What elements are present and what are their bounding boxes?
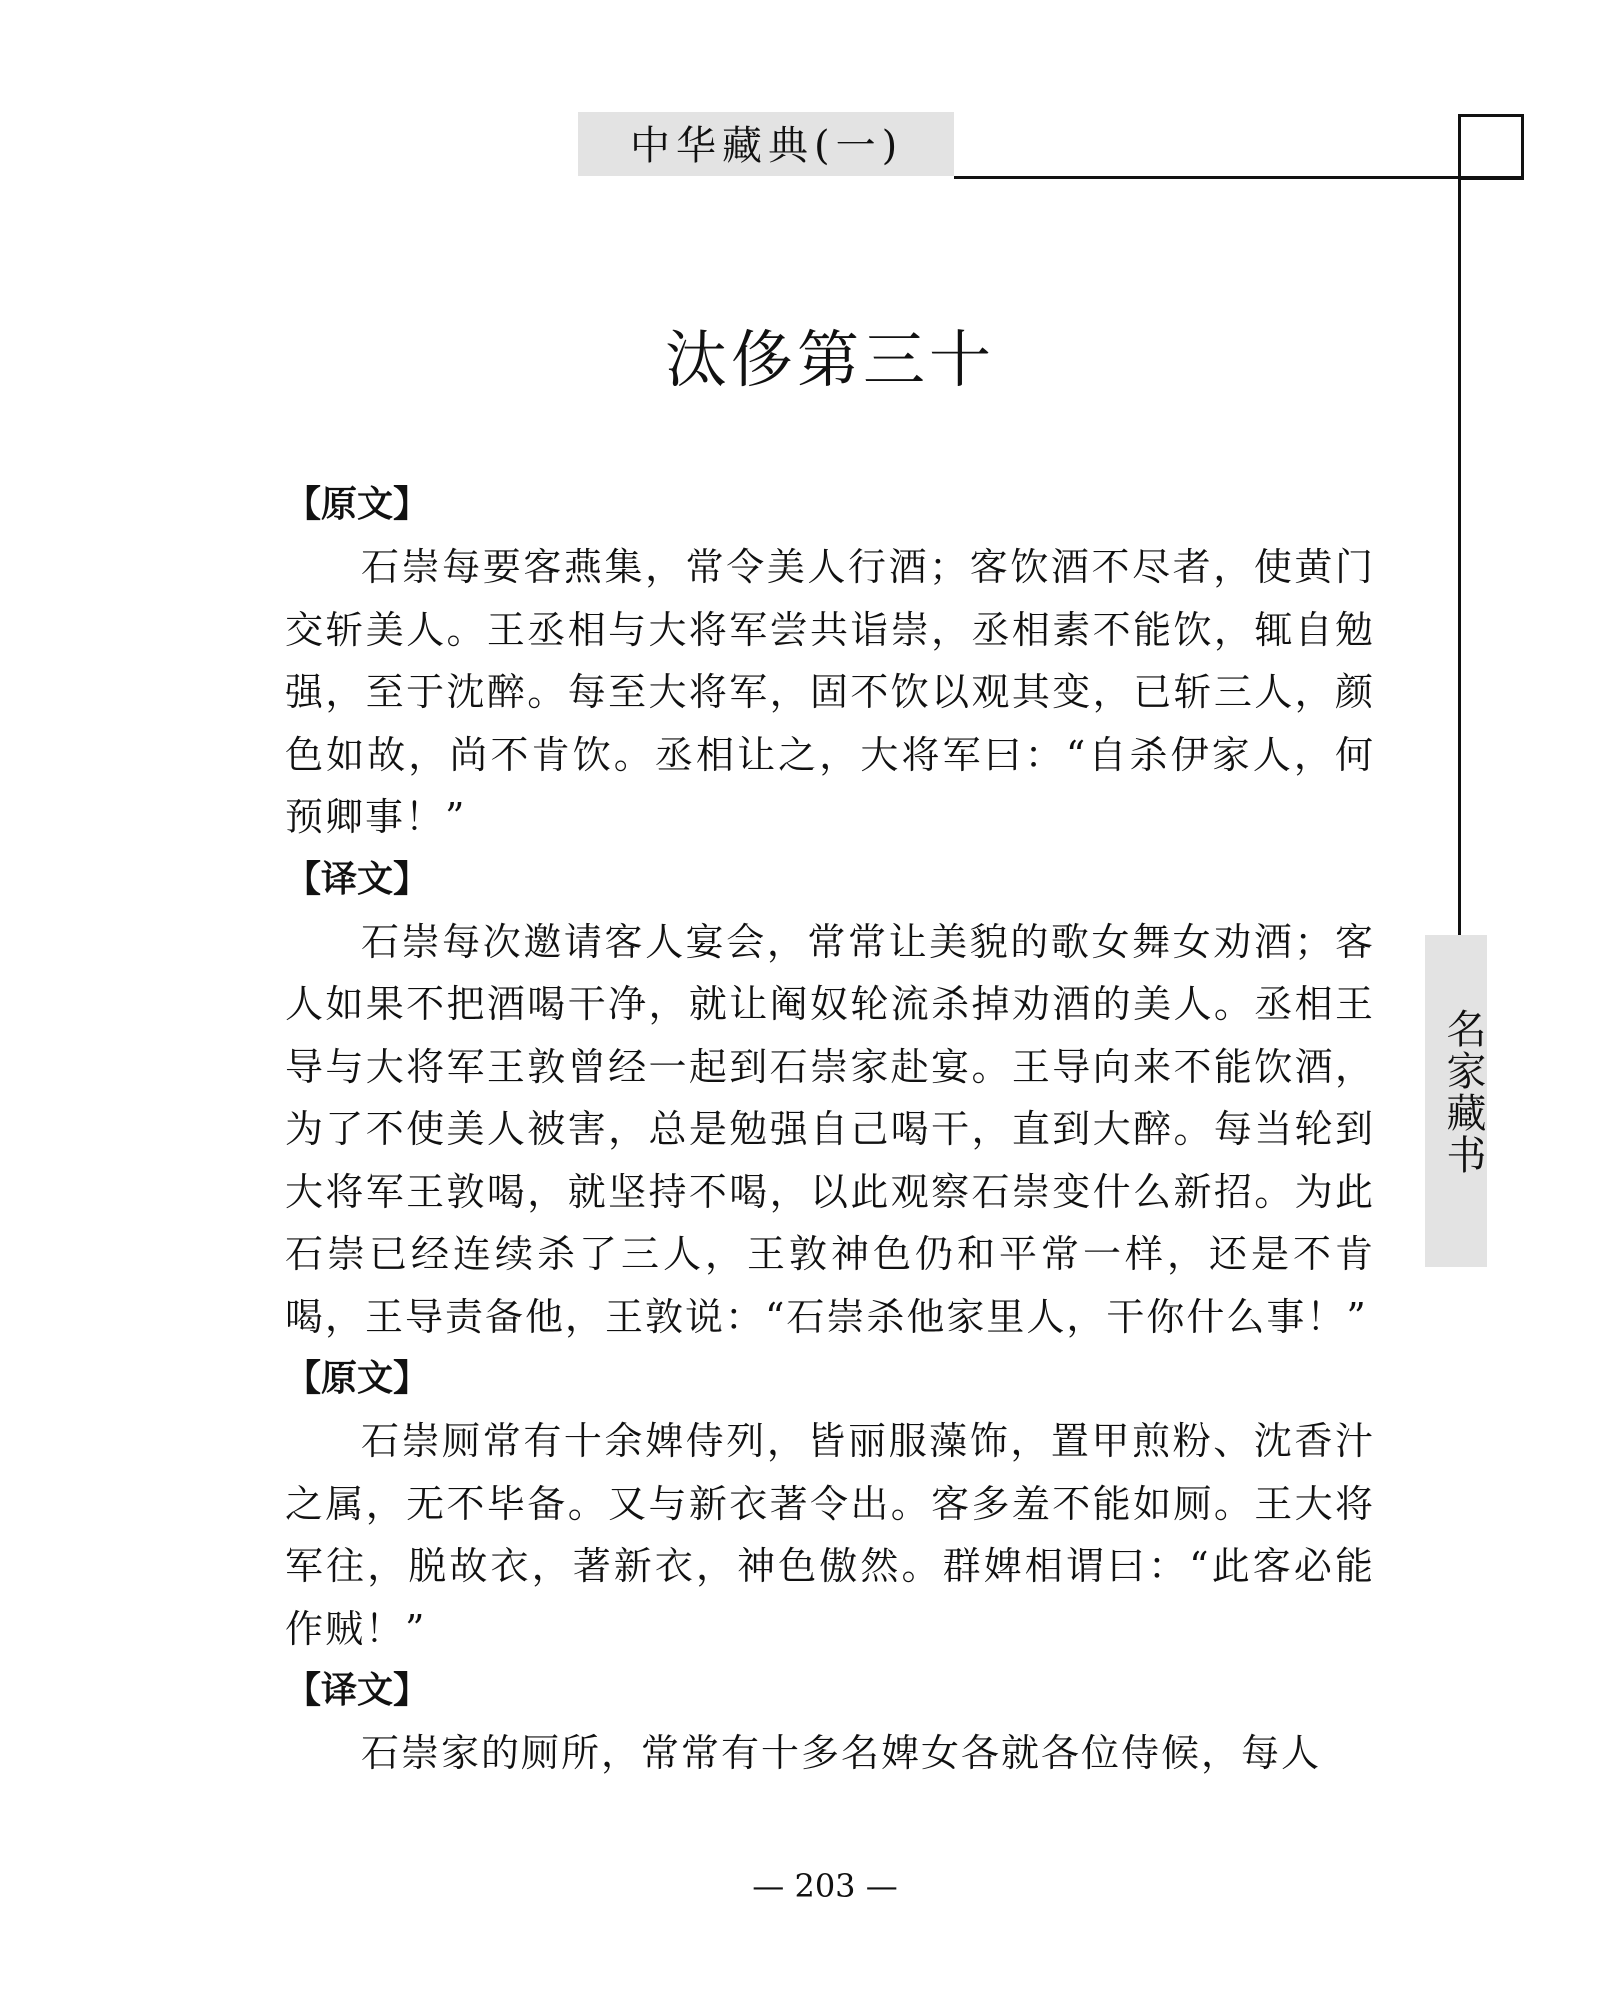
- side-rule: [1458, 176, 1461, 936]
- section-translation-2: [285, 1660, 1375, 1785]
- section-label: 【译文】: [285, 1670, 430, 1711]
- book-title: 中华藏典(一): [630, 123, 904, 169]
- content-body: [285, 474, 1375, 1785]
- page-number: — 203 —: [752, 1867, 898, 1905]
- paragraph: 石崇每要客燕集，常令美人行酒；客饮酒不尽者，使黄门交斩美人。王丞相与大将军尝共诣崇，丞相素不能饮，辄自勉强，至于沈醉。每至大将军，固不饮以观其变，已斩三人，颜色如故，尚不肯饮。丞相让之，大将军曰：“自杀伊家人，何预卿事！”: [285, 545, 1375, 839]
- corner-square: [1458, 114, 1524, 180]
- paragraph: 石崇家的厕所，常常有十多名婢女各就各位侍候，每人: [361, 1731, 1322, 1775]
- paragraph: 石崇每次邀请客人宴会，常常让美貌的歌女舞女劝酒；客人如果不把酒喝干净，就让阉奴轮流杀掉劝酒的美人。丞相王导与大将军王敦曾经一起到石崇家赴宴。王导向来不能饮酒，为了不使美人被害，总是勉强自己喝干，直到大醉。每当轮到大将军王敦喝，就坚持不喝，以此观察石崇变什么新招。为此石崇已经连续杀了三人，王敦神色仍和平常一样，还是不肯喝，王导责备他，王敦说：“石崇杀他家里人，干你什么事！”: [285, 919, 1375, 1339]
- section-label: 【原文】: [285, 1358, 430, 1399]
- side-tab-label: 名家藏书: [1440, 1008, 1486, 1176]
- paragraph: 石崇厕常有十余婢侍列，皆丽服藻饰，置甲煎粉、沈香汁之属，无不毕备。又与新衣著令出。客多羞不能如厕。王大将军往，脱故衣，著新衣，神色傲然。群婢相谓曰：“此客必能作贼！”: [285, 1419, 1375, 1651]
- chapter-title: 汰侈第三十: [664, 323, 995, 396]
- section-translation-1: [285, 849, 1375, 1349]
- section-label: 【译文】: [285, 858, 430, 900]
- section-label: 【原文】: [285, 484, 430, 525]
- header-rule: [954, 176, 1524, 179]
- section-original-1: [285, 474, 1375, 849]
- section-original-2: [285, 1348, 1375, 1660]
